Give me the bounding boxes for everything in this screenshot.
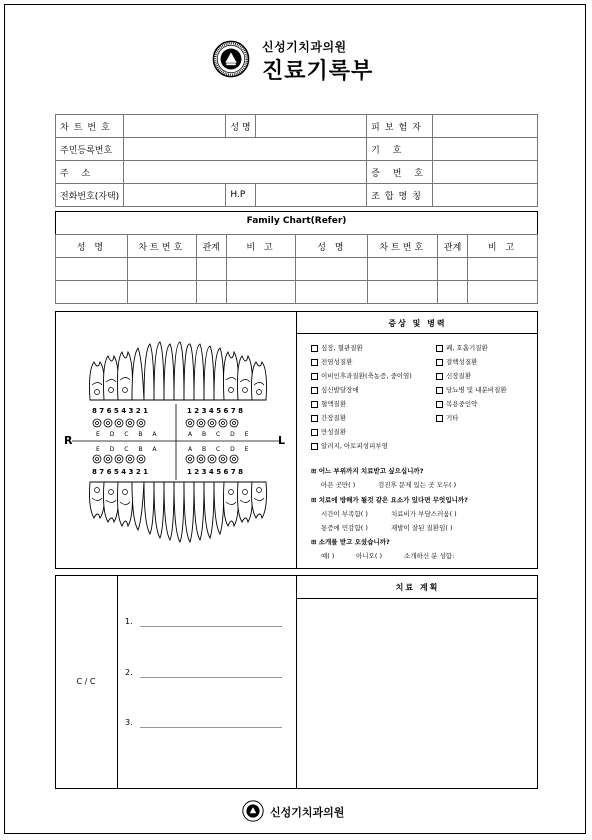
symptom-lung[interactable]: 폐, 호흡기질환 — [436, 343, 488, 352]
label-resident-no: 주민등록번호 — [56, 138, 124, 161]
upper-right-nums: 8 7 6 5 4 3 2 1 — [92, 407, 149, 415]
checkbox-icon[interactable] — [436, 359, 443, 366]
lower-left-letters: A B C D E — [188, 446, 253, 453]
q2-answer-1[interactable]: 시간이 부족함( ) — [321, 510, 368, 518]
left-side-label: L — [278, 434, 286, 447]
lower-right-letters: E D C B A — [96, 446, 161, 453]
label-insured: 피보험자 — [367, 115, 433, 138]
label-cert-no: 증 번 호 — [367, 161, 433, 184]
cc-item-1-line[interactable] — [140, 626, 282, 627]
q3-answer-1[interactable]: 예( ) — [321, 552, 335, 560]
cc-item-2-number: 2. — [125, 668, 133, 677]
fc-cell[interactable] — [127, 258, 196, 281]
right-side-label: R — [64, 434, 73, 447]
family-chart-table — [55, 234, 538, 304]
lower-right-nums: 8 7 6 5 4 3 2 1 — [92, 468, 149, 476]
lower-left-nums: 1 2 3 4 5 6 7 8 — [187, 468, 244, 476]
label-hp: H.P — [226, 184, 255, 207]
clinic-name: 신성기치과의원 — [262, 40, 347, 54]
symptom-blood[interactable]: 혈액질환 — [311, 399, 346, 408]
field-phone[interactable] — [124, 184, 226, 207]
fc-header-name-1: 성 명 — [56, 235, 128, 258]
symptoms-title: 증상 및 병력 — [388, 319, 447, 328]
plus-box-icon: ⊞ — [311, 538, 319, 546]
checkbox-icon[interactable] — [436, 373, 443, 380]
plus-box-icon: ⊞ — [311, 496, 319, 504]
field-address[interactable] — [124, 161, 367, 184]
field-insured[interactable] — [432, 115, 537, 138]
fc-cell[interactable] — [368, 281, 438, 304]
checkbox-icon[interactable] — [436, 401, 443, 408]
q2-answer-3[interactable]: 통증에 민감함( ) — [321, 524, 368, 532]
cc-divider — [117, 575, 118, 789]
fc-cell[interactable] — [226, 281, 296, 304]
q2-answer-4[interactable]: 재발이 잘된 질환임( ) — [391, 524, 453, 532]
upper-right-letters: E D C B A — [96, 431, 161, 438]
checkbox-icon[interactable] — [311, 443, 318, 450]
cc-label: C / C — [76, 677, 96, 686]
fc-cell[interactable] — [196, 258, 226, 281]
fc-cell[interactable] — [296, 258, 368, 281]
clinic-logo-icon — [212, 40, 250, 78]
fc-header-relation-1: 관계 — [196, 235, 226, 258]
upper-teeth-icon — [90, 342, 267, 400]
lower-teeth-icon — [90, 482, 267, 542]
fc-cell[interactable] — [468, 281, 538, 304]
symptom-ent[interactable]: 이비인후과질환(축농증, 중이염) — [311, 371, 412, 380]
field-chart-no[interactable] — [124, 115, 226, 138]
symptom-infectious[interactable]: 전염성질환 — [311, 357, 352, 366]
label-chart-no: 차트번호 — [56, 115, 124, 138]
footer-clinic-name: 신성기치과의원 — [270, 806, 345, 819]
fc-cell[interactable] — [438, 281, 468, 304]
symptom-kidney[interactable]: 신장질환 — [436, 371, 471, 380]
fc-cell[interactable] — [226, 258, 296, 281]
dental-divider — [296, 311, 297, 569]
label-address: 주 소 — [56, 161, 124, 184]
fc-header-chart-1: 차트번호 — [127, 235, 196, 258]
fc-header-note-1: 비 고 — [226, 235, 296, 258]
form-title: 진료기록부 — [262, 59, 374, 84]
checkbox-icon[interactable] — [436, 387, 443, 394]
upper-left-letters: A B C D E — [188, 431, 253, 438]
fc-cell[interactable] — [196, 281, 226, 304]
question-2: ⊞ 치료에 방해가 될것 같은 요소가 있다면 무엇입니까? — [311, 496, 468, 504]
plan-area[interactable] — [297, 599, 538, 788]
q2-answer-2[interactable]: 치료비가 부담스러움( ) — [391, 510, 457, 518]
question-1: ⊞ 어느 부위까지 치료받고 싶으십니까? — [311, 467, 424, 475]
symptom-tb[interactable]: 결핵성질환 — [436, 357, 477, 366]
symptom-other[interactable]: 기타 — [436, 413, 459, 422]
cc-item-1-number: 1. — [125, 617, 133, 626]
field-resident-no[interactable] — [124, 138, 367, 161]
symptom-heart[interactable]: 심장, 혈관질환 — [311, 343, 363, 352]
fc-cell[interactable] — [127, 281, 196, 304]
field-hp[interactable] — [255, 184, 367, 207]
field-symbol[interactable] — [432, 138, 537, 161]
checkbox-icon[interactable] — [311, 359, 318, 366]
plus-box-icon: ⊞ — [311, 467, 319, 475]
footer-logo-icon — [242, 800, 264, 822]
fc-cell[interactable] — [438, 258, 468, 281]
symptom-allergy[interactable]: 알러지, 아토피성피부염 — [311, 441, 388, 450]
symptom-developmental[interactable]: 심신발달장애 — [311, 385, 359, 394]
fc-cell[interactable] — [368, 258, 438, 281]
fc-cell[interactable] — [296, 281, 368, 304]
label-phone: 전화번호(자택) — [56, 184, 124, 207]
checkbox-icon[interactable] — [311, 429, 318, 436]
checkbox-icon[interactable] — [436, 345, 443, 352]
checkbox-icon[interactable] — [311, 401, 318, 408]
fc-cell[interactable] — [56, 281, 128, 304]
q3-answer-2[interactable]: 아니오( ) — [356, 552, 382, 560]
patient-info-table — [55, 114, 538, 207]
cc-item-3-number: 3. — [125, 718, 133, 727]
symptoms-title-rule — [297, 333, 538, 334]
upper-tooth-circles — [93, 419, 238, 427]
fc-header-relation-2: 관계 — [438, 235, 468, 258]
q1-answer-2[interactable]: 검진후 문제 있는 곳 모두( ) — [378, 481, 457, 489]
symptom-medication[interactable]: 복용중인약 — [436, 399, 477, 408]
label-symbol: 기 호 — [367, 138, 433, 161]
checkbox-icon[interactable] — [311, 415, 318, 422]
fc-cell[interactable] — [56, 258, 128, 281]
field-name[interactable] — [255, 115, 367, 138]
checkbox-icon[interactable] — [311, 345, 318, 352]
checkbox-icon[interactable] — [311, 387, 318, 394]
q3-answer-3[interactable]: 소개하신 분 성함: — [404, 552, 455, 560]
label-name: 성 명 — [226, 115, 255, 138]
label-union: 조합명칭 — [367, 184, 433, 207]
fc-header-chart-2: 차트번호 — [368, 235, 438, 258]
question-3: ⊞ 소개를 받고 오셨습니까? — [311, 538, 390, 546]
cc-item-3-line[interactable] — [140, 727, 282, 728]
cc-item-2-line[interactable] — [140, 677, 282, 678]
plan-title: 치료 계획 — [395, 583, 440, 592]
family-chart-title: Family Chart(Refer) — [246, 216, 347, 226]
field-cert-no[interactable] — [432, 161, 537, 184]
fc-header-name-2: 성 명 — [296, 235, 368, 258]
fc-header-note-2: 비 고 — [468, 235, 538, 258]
upper-left-nums: 1 2 3 4 5 6 7 8 — [187, 407, 244, 415]
symptom-chronic[interactable]: 만성질환 — [311, 427, 346, 436]
q1-answer-1[interactable]: 아픈 곳만( ) — [321, 481, 356, 489]
checkbox-icon[interactable] — [311, 373, 318, 380]
symptom-liver[interactable]: 간장질환 — [311, 413, 346, 422]
fc-cell[interactable] — [468, 258, 538, 281]
field-union[interactable] — [432, 184, 537, 207]
symptom-diabetes[interactable]: 당뇨병 및 내분비질환 — [436, 385, 507, 394]
dental-chart-diagram — [62, 340, 292, 545]
checkbox-icon[interactable] — [436, 415, 443, 422]
lower-tooth-circles — [93, 455, 238, 463]
family-chart-box — [55, 211, 538, 304]
